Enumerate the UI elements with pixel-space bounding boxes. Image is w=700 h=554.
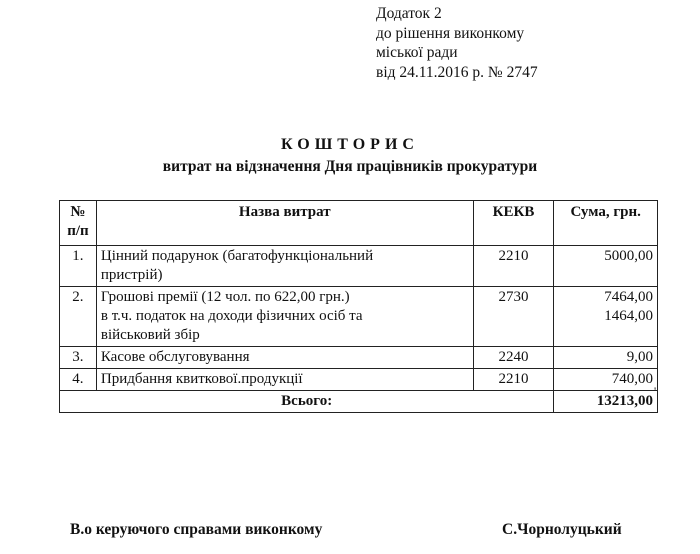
- row-kekv: 2730: [473, 287, 554, 347]
- row-expense-name-line: пристрій): [100, 267, 163, 283]
- row-sum: [554, 246, 658, 287]
- table-row: [60, 287, 658, 347]
- row-sum-value: 740,00: [611, 371, 653, 387]
- annex-date: від 24.11.2016 р. № 2747: [376, 63, 538, 81]
- total-value: 13213,00: [554, 391, 658, 413]
- row-kekv: 2240: [473, 347, 554, 369]
- annex-number: Додаток 2: [376, 5, 442, 22]
- header-number-abbr: п/п: [67, 223, 89, 239]
- row-expense-name: [96, 347, 473, 369]
- row-number: 2.: [60, 287, 97, 347]
- header-expense-name: Назва витрат: [96, 201, 473, 246]
- row-sum-value: 1464,00: [604, 308, 653, 324]
- row-expense-name-line: Цінний подарунок (багатофункціональний: [100, 248, 374, 264]
- margin-mark: ': [654, 384, 657, 398]
- row-sum-value: 5000,00: [604, 248, 653, 264]
- header-number-sign: №: [70, 204, 86, 220]
- row-number: 1.: [60, 246, 97, 287]
- table-row: [60, 347, 658, 369]
- header-kekv: КЕКВ: [473, 201, 554, 246]
- table-row: [60, 369, 658, 391]
- header-sum: Сума, грн.: [554, 201, 658, 246]
- signatory-position: В.о керуючого справами виконкому: [70, 521, 323, 538]
- estimate-table: [59, 200, 658, 413]
- signatory-name: С.Чорнолуцький: [502, 521, 622, 538]
- annex-council: міської ради: [376, 44, 458, 61]
- header-number: [60, 201, 97, 246]
- annex-reference: до рішення виконкому: [376, 24, 525, 42]
- row-expense-name: [96, 369, 473, 391]
- row-expense-name: [96, 246, 473, 287]
- row-sum: [554, 369, 658, 391]
- row-expense-name-line: Придбання квиткової.продукції: [100, 371, 303, 387]
- row-expense-name-line: Грошові премії (12 чол. по 622,00 грн.): [100, 289, 350, 305]
- row-number: 3.: [60, 347, 97, 369]
- row-sum: [554, 287, 658, 347]
- annex-block: [376, 4, 538, 82]
- row-kekv: 2210: [473, 246, 554, 287]
- row-expense-name-line: в т.ч. податок на доходи фізичних осіб та: [100, 308, 363, 324]
- total-label: Всього:: [60, 391, 554, 413]
- row-sum-value: 7464,00: [604, 289, 653, 305]
- row-expense-name-line: Касове обслуговування: [100, 349, 250, 365]
- row-kekv: 2210: [473, 369, 554, 391]
- document-subtitle: витрат на відзначення Дня працівників прокуратури: [162, 158, 538, 175]
- table-row: [60, 246, 658, 287]
- row-expense-name-line: військовий збір: [100, 327, 200, 343]
- row-sum: [554, 347, 658, 369]
- row-expense-name: [96, 287, 473, 347]
- document-title: КОШТОРИС: [281, 136, 419, 153]
- row-number: 4.: [60, 369, 97, 391]
- row-sum-value: 9,00: [626, 349, 653, 365]
- table-header-row: [60, 201, 658, 246]
- table-total-row: [60, 391, 658, 413]
